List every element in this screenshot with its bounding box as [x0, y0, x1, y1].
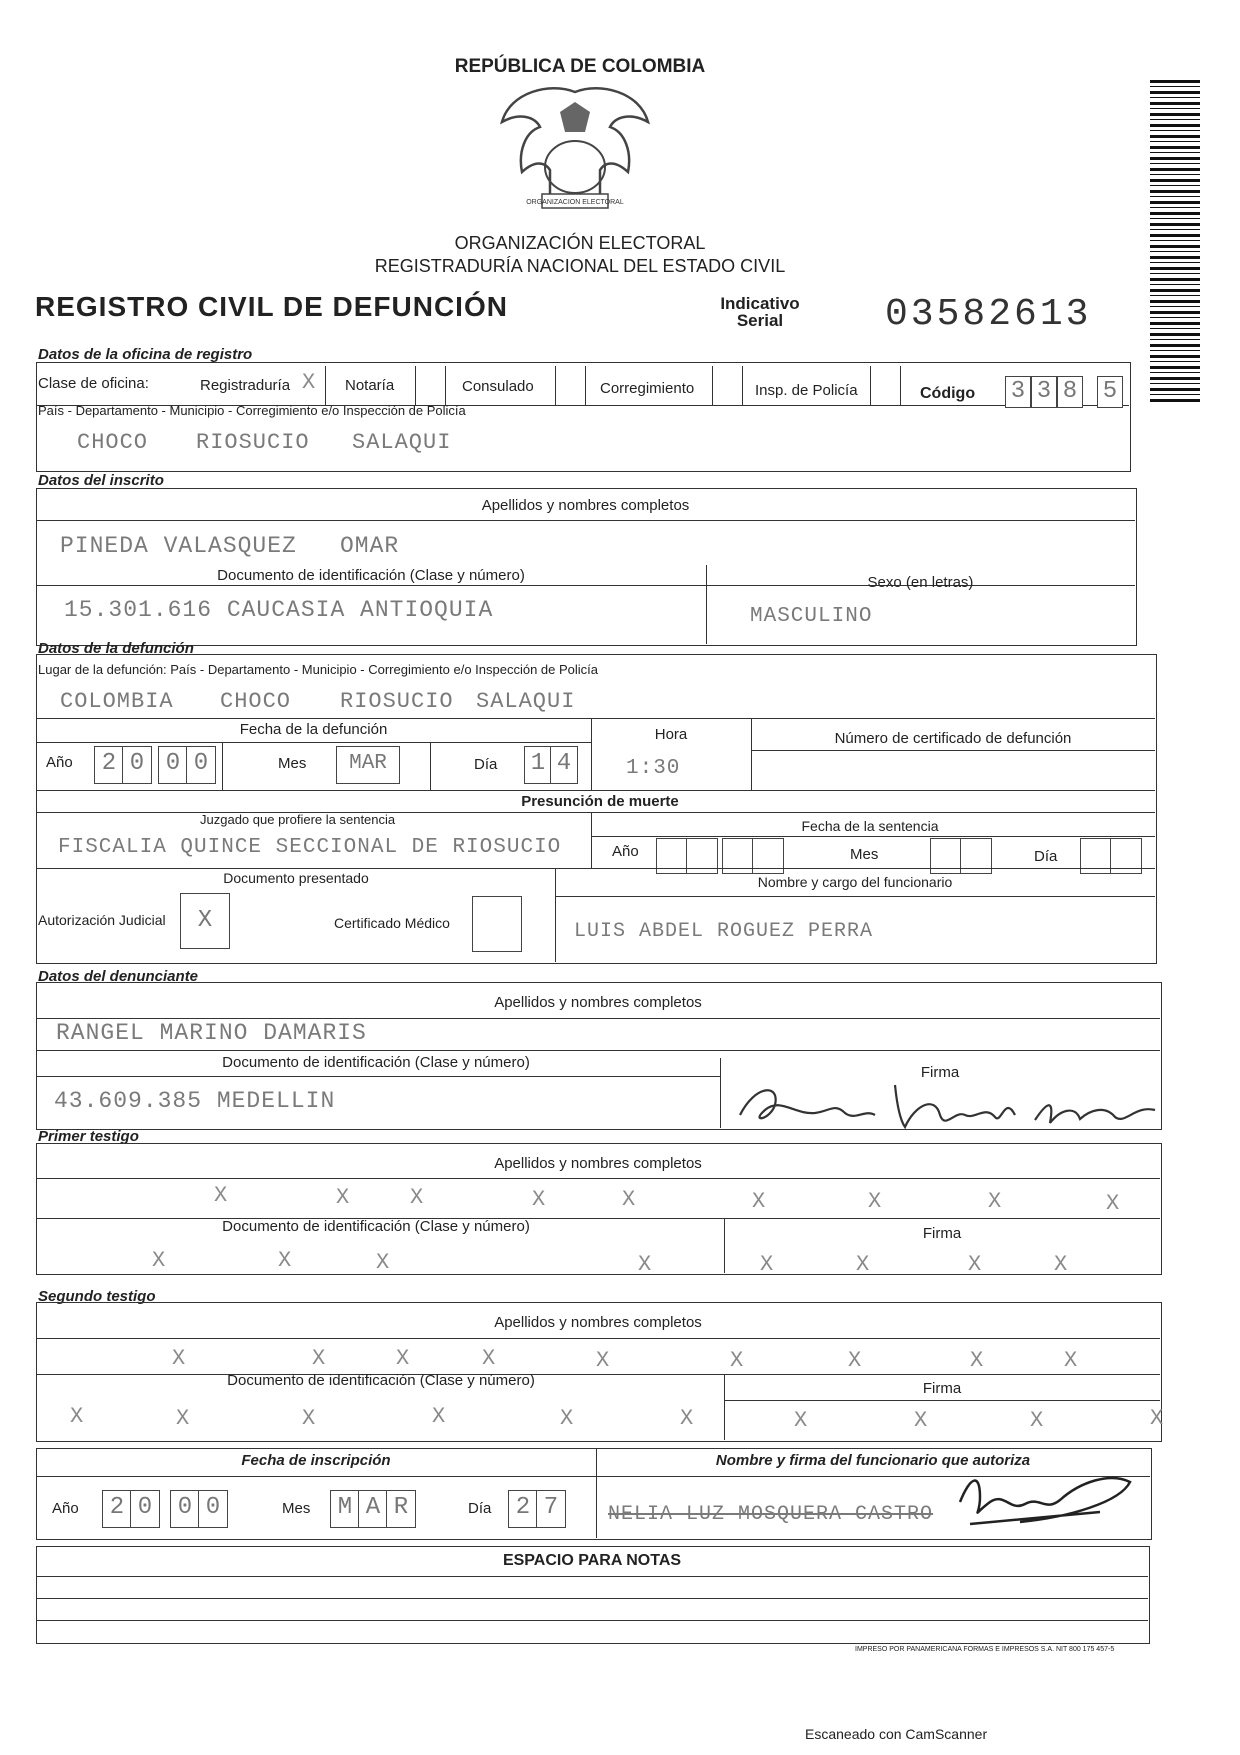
- codigo-digit: 5: [1097, 376, 1123, 408]
- section-oficina: Datos de la oficina de registro: [38, 346, 253, 363]
- defuncion-pais: COLOMBIA: [60, 689, 174, 714]
- registraduria-mark: X: [302, 370, 316, 395]
- testigo2-nombre-mark: X: [312, 1346, 326, 1371]
- testigo2-nombre-mark: X: [396, 1346, 410, 1371]
- printer-imprint: IMPRESO POR PANAMERICANA FORMAS E IMPRESOS S.A. NIT 800 175 457-5: [855, 1646, 1115, 1653]
- testigo1-firma-label: Firma: [922, 1225, 962, 1242]
- option-notaria: Notaría: [345, 377, 395, 394]
- defuncion-hora: 1:30: [626, 757, 681, 780]
- document-header: [0, 0, 1240, 336]
- section-inscrito: Datos del inscrito: [38, 472, 164, 489]
- inscrito-documento: 15.301.616 CAUCASIA ANTIOQUIA: [64, 597, 494, 623]
- option-corregimiento: Corregimiento: [600, 380, 695, 397]
- sentencia-dia-label: Día: [1034, 848, 1058, 865]
- oficina-departamento: CHOCO: [77, 430, 149, 455]
- cert-medico-label: Certificado Médico: [334, 915, 450, 931]
- testigo2-doc-label: Documento de identificación (Clase y número): [227, 1372, 535, 1389]
- inscripcion-mes-label: Mes: [282, 1500, 311, 1517]
- sentencia-anio-label: Año: [612, 843, 639, 860]
- testigo1-nombre-mark: X: [622, 1187, 636, 1212]
- anio-digit: 0: [122, 746, 152, 784]
- inscripcion-mes-digit: M: [330, 1490, 360, 1528]
- autorizacion-label: Autorización Judicial: [38, 912, 166, 928]
- denunciante-nombre: RANGEL MARINO DAMARIS: [56, 1020, 367, 1046]
- denunciante-firma-label: Firma: [920, 1064, 960, 1081]
- testigo2-nombres-label: Apellidos y nombres completos: [494, 1314, 702, 1331]
- inscripcion-anio-digit: 0: [198, 1490, 228, 1528]
- testigo1-doc-mark: X: [638, 1252, 652, 1277]
- certificado-label: Número de certificado de defunción: [834, 730, 1072, 747]
- testigo2-nombre-mark: X: [730, 1348, 744, 1373]
- funcionario-signature: [950, 1462, 1140, 1532]
- svg-text:ORGANIZACION ELECTORAL: ORGANIZACION ELECTORAL: [526, 199, 624, 206]
- option-insp-policia: Insp. de Policía: [755, 382, 858, 399]
- inscrito-sexo-label: Sexo (en letras): [867, 574, 974, 591]
- presuncion-label: Presunción de muerte: [521, 793, 679, 810]
- coat-of-arms-seal: [490, 82, 660, 222]
- oficina-corregimiento: SALAQUI: [352, 430, 452, 455]
- testigo1-firma-mark: X: [968, 1252, 982, 1277]
- barcode: [1150, 80, 1200, 405]
- testigo1-firma-mark: X: [1054, 1252, 1068, 1277]
- denunciante-documento: 43.609.385 MEDELLIN: [54, 1088, 336, 1114]
- defuncion-lugar-label: Lugar de la defunción: País - Departamento - Municipio - Corregimiento e/o Inspección de Policía: [38, 662, 599, 677]
- codigo-label: Código: [920, 385, 976, 402]
- inscrito-apellidos: PINEDA VALASQUEZ: [60, 533, 297, 559]
- funcionario-value: LUIS ABDEL ROGUEZ PERRA: [574, 920, 874, 943]
- testigo2-firma-mark: X: [914, 1408, 928, 1433]
- fecha-defuncion-label: Fecha de la defunción: [239, 721, 388, 738]
- document-title: REGISTRO CIVIL DE DEFUNCIÓN: [35, 291, 508, 322]
- testigo1-nombres-label: Apellidos y nombres completos: [494, 1155, 702, 1172]
- testigo2-nombre-mark: X: [1064, 1348, 1078, 1373]
- codigo-digit: 8: [1057, 376, 1083, 408]
- testigo1-nombre-mark: X: [752, 1189, 766, 1214]
- defuncion-dia-label: Día: [474, 756, 498, 773]
- testigo2-firma-mark: X: [1150, 1406, 1164, 1431]
- testigo1-doc-mark: X: [152, 1248, 166, 1273]
- indicativo-label: Indicativo: [720, 294, 800, 313]
- cert-medico-checkbox: [472, 896, 522, 952]
- testigo2-doc-mark: X: [680, 1406, 694, 1431]
- testigo2-doc-mark: X: [70, 1404, 84, 1429]
- testigo1-nombre-mark: X: [336, 1185, 350, 1210]
- agency-name: REGISTRADURÍA NACIONAL DEL ESTADO CIVIL: [374, 256, 786, 276]
- funcionario-autoriza-label: Nombre y firma del funcionario que autoriza: [715, 1452, 1031, 1469]
- notas-label: ESPACIO PARA NOTAS: [502, 1552, 682, 1569]
- option-consulado: Consulado: [462, 378, 534, 395]
- testigo2-doc-mark: X: [432, 1404, 446, 1429]
- inscripcion-dia-label: Día: [468, 1500, 492, 1517]
- inscrito-doc-label: Documento de identificación (Clase y número): [217, 567, 525, 584]
- testigo1-firma-mark: X: [856, 1252, 870, 1277]
- testigo1-doc-mark: X: [376, 1250, 390, 1275]
- org-name: ORGANIZACIÓN ELECTORAL: [454, 233, 706, 253]
- testigo2-doc-mark: X: [176, 1406, 190, 1431]
- testigo1-doc-mark: X: [278, 1248, 292, 1273]
- testigo1-firma-mark: X: [760, 1252, 774, 1277]
- defuncion-mes-label: Mes: [278, 755, 307, 772]
- codigo-digit: 3: [1031, 376, 1057, 408]
- dia-digit: 1: [524, 746, 552, 784]
- inscripcion-anio-digit: 0: [130, 1490, 160, 1528]
- anio-digit: 2: [94, 746, 124, 784]
- inscripcion-anio-digit: 0: [170, 1490, 200, 1528]
- section-testigo1: Primer testigo: [38, 1128, 139, 1145]
- dia-digit: 4: [550, 746, 578, 784]
- autorizacion-checkbox: X: [180, 893, 230, 949]
- denunciante-doc-label: Documento de identificación (Clase y número): [222, 1054, 530, 1071]
- section-defuncion: Datos de la defunción: [38, 640, 194, 657]
- anio-digit: 0: [158, 746, 188, 784]
- fecha-inscripcion-label: Fecha de inscripción: [241, 1452, 391, 1469]
- sentencia-mes-label: Mes: [850, 846, 879, 863]
- funcionario-label: Nombre y cargo del funcionario: [757, 874, 953, 890]
- clase-oficina-label: Clase de oficina:: [38, 375, 149, 392]
- anio-digit: 0: [186, 746, 216, 784]
- testigo1-doc-label: Documento de identificación (Clase y número): [222, 1218, 530, 1235]
- testigo2-firma-mark: X: [1030, 1408, 1044, 1433]
- fecha-sentencia-label: Fecha de la sentencia: [801, 818, 939, 834]
- inscripcion-dia-digit: 7: [536, 1490, 566, 1528]
- country-name: REPÚBLICA DE COLOMBIA: [454, 56, 706, 77]
- inscripcion-anio-label: Año: [52, 1500, 79, 1517]
- testigo2-doc-mark: X: [560, 1406, 574, 1431]
- testigo2-firma-mark: X: [794, 1408, 808, 1433]
- testigo2-firma-label: Firma: [922, 1380, 962, 1397]
- defuncion-anio-label: Año: [46, 754, 73, 771]
- defuncion-corregimiento: SALAQUI: [476, 689, 576, 714]
- inscrito-sexo: MASCULINO: [750, 605, 873, 628]
- serial-number: 03582613: [885, 293, 1092, 336]
- testigo1-nombre-mark: X: [214, 1183, 228, 1208]
- hora-label: Hora: [654, 726, 688, 743]
- inscripcion-mes-digit: A: [358, 1490, 388, 1528]
- testigo2-nombre-mark: X: [596, 1348, 610, 1373]
- testigo1-nombre-mark: X: [532, 1187, 546, 1212]
- doc-presentado-label: Documento presentado: [223, 870, 369, 886]
- defuncion-departamento: CHOCO: [220, 689, 292, 714]
- testigo2-doc-mark: X: [302, 1406, 316, 1431]
- juzgado-value: FISCALIA QUINCE SECCIONAL DE RIOSUCIO: [58, 836, 562, 859]
- testigo1-nombre-mark: X: [1106, 1191, 1120, 1216]
- inscripcion-mes-digit: R: [386, 1490, 416, 1528]
- testigo1-nombre-mark: X: [410, 1185, 424, 1210]
- testigo2-nombre-mark: X: [482, 1346, 496, 1371]
- inscripcion-dia-digit: 2: [508, 1490, 538, 1528]
- inscrito-nombre: OMAR: [340, 533, 400, 559]
- oficina-municipio: RIOSUCIO: [196, 430, 310, 455]
- serial-label: Serial: [736, 311, 784, 330]
- inscripcion-funcionario: NELIA LUZ MOSQUERA CASTRO: [608, 1503, 934, 1526]
- section-testigo2: Segundo testigo: [38, 1288, 156, 1305]
- testigo2-nombre-mark: X: [970, 1348, 984, 1373]
- testigo2-nombre-mark: X: [172, 1346, 186, 1371]
- denunciante-signature: [735, 1075, 1165, 1135]
- section-denunciante: Datos del denunciante: [38, 968, 199, 985]
- option-registraduria: Registraduría: [200, 377, 291, 394]
- denunciante-nombres-label: Apellidos y nombres completos: [494, 994, 702, 1011]
- inscripcion-anio-digit: 2: [102, 1490, 132, 1528]
- testigo2-nombre-mark: X: [848, 1348, 862, 1373]
- oficina-lugar-label: País - Departamento - Municipio - Corregimiento e/o Inspección de Policía: [38, 403, 466, 418]
- codigo-digit: 3: [1005, 376, 1031, 408]
- scanner-watermark: Escaneado con CamScanner: [805, 1726, 988, 1742]
- defuncion-mes: MAR: [336, 746, 400, 784]
- testigo1-nombre-mark: X: [988, 1189, 1002, 1214]
- defuncion-municipio: RIOSUCIO: [340, 689, 454, 714]
- testigo1-nombre-mark: X: [868, 1189, 882, 1214]
- inscrito-nombres-label: Apellidos y nombres completos: [481, 497, 690, 514]
- juzgado-label: Juzgado que profiere la sentencia: [200, 812, 396, 827]
